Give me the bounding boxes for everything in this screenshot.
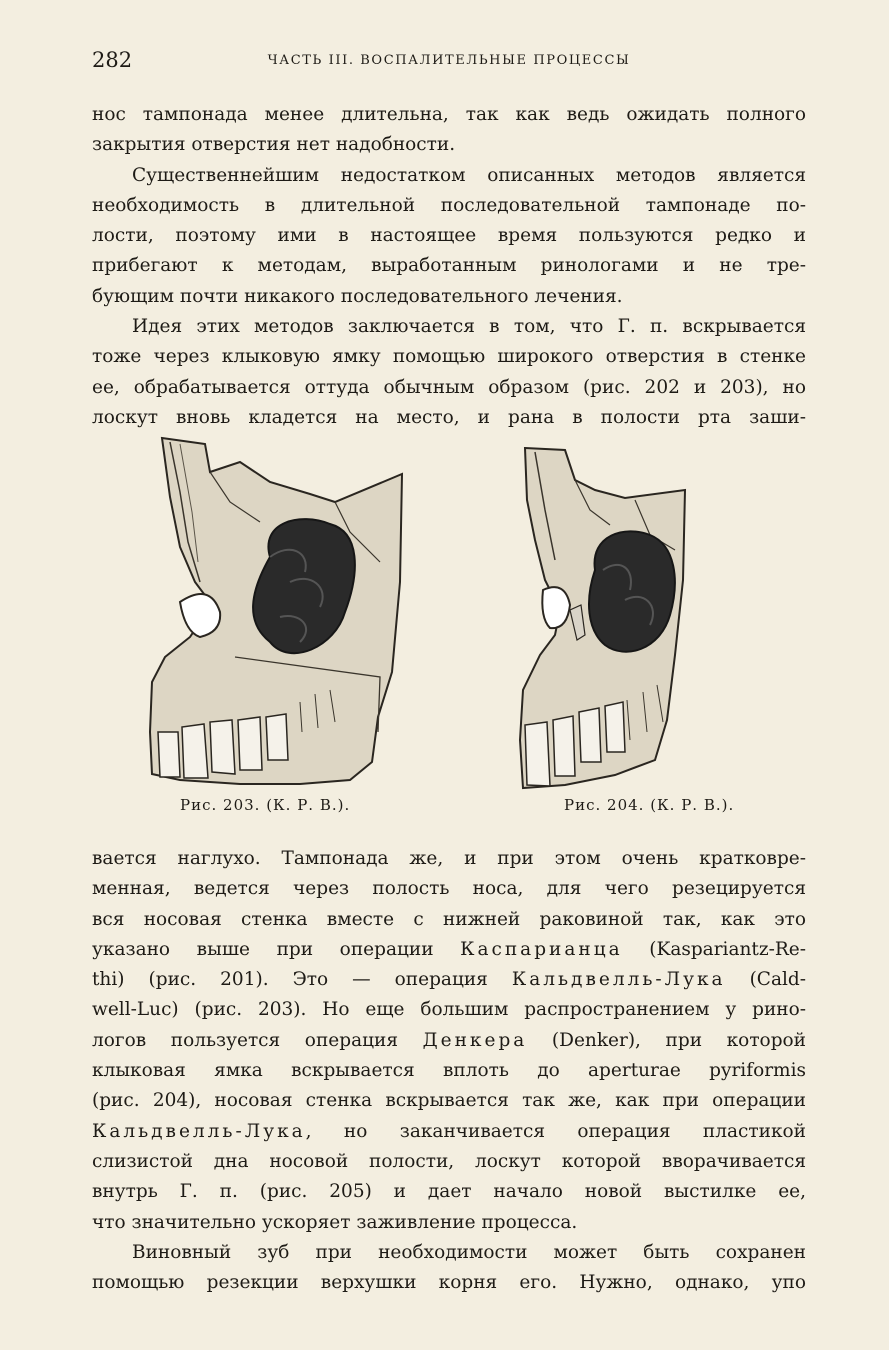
text-line: вается наглухо. Тампонада же, и при этом очень кратковре-: [92, 848, 806, 869]
text-run: указано выше при операции: [92, 938, 461, 960]
text-line: закрытия отверстия нет надобности.: [92, 134, 456, 156]
text-line: [92, 1026, 806, 1056]
text-line: [92, 1117, 806, 1147]
text-line: (рис. 204), носовая стенка вскрывается так же, как при операции: [92, 1090, 806, 1112]
text-run: (Kaspariantz-Re-: [622, 938, 806, 960]
running-title: ЧАСТЬ III. ВОСПАЛИТЕЛЬНЫЕ ПРОЦЕССЫ: [267, 53, 631, 68]
text-line: Виновный зуб при необходимости может быть сохранен: [132, 1241, 806, 1263]
text-line: что значительно ускоряет заживление процесса.: [92, 1211, 578, 1233]
text-line: внутрь Г. п. (рис. 205) и дает начало новой выстилке ее,: [92, 1181, 806, 1203]
text-line: well-Luc) (рис. 203). Но еще большим распространением у рино-: [92, 999, 806, 1021]
text-line: бующим почти никакого последовательного лечения.: [92, 285, 623, 307]
figure-204-caption: Рис. 204. (К. Р. В.).: [564, 796, 735, 814]
text-line: Идея этих методов заключается в том, что Г. п. вскрывается: [132, 316, 806, 338]
text-line: [92, 935, 806, 965]
text-line: необходимость в длительной последовательной тампонаде по-: [92, 194, 806, 216]
text-run: (Denker), при которой: [527, 1029, 806, 1051]
author-name-kaspariants: Каспарианца: [460, 938, 623, 960]
skull-drawing-204: [515, 440, 690, 792]
author-name-caldwell-luc: Кальдвелль-Лука: [511, 969, 726, 991]
text-line: Существеннейшим недостатком описанных методов является: [132, 164, 806, 186]
text-run: , но заканчивается операция пластикой: [305, 1120, 806, 1142]
text-run: логов пользуется операция: [92, 1029, 423, 1051]
text-run: thi) (рис. 201). Это — операция: [92, 969, 512, 991]
text-line: лости, поэтому ими в настоящее время пользуются редко и: [92, 225, 806, 247]
text-line: слизистой дна носовой полости, лоскут которой вворачивается: [92, 1150, 806, 1172]
text-line: [92, 965, 806, 995]
figure-203-skull-illustration: [140, 432, 410, 792]
figure-203-caption: Рис. 203. (К. Р. В.).: [180, 796, 351, 814]
author-name-denker: Денкера: [422, 1029, 528, 1051]
page-number: 282: [92, 48, 133, 72]
text-line: лоскут вновь кладется на место, и рана в полости рта заши-: [92, 406, 806, 428]
text-line: нос тампонада менее длительна, так как ведь ожидать полного: [92, 104, 806, 125]
text-line: вся носовая стенка вместе с нижней раковиной так, как это: [92, 908, 806, 930]
text-line: менная, ведется через полость носа, для чего резецируется: [92, 878, 806, 900]
text-line: ее, обрабатывается оттуда обычным образом (рис. 202 и 203), но: [92, 376, 806, 398]
top-text: [92, 100, 806, 433]
text-run: (Cald-: [725, 969, 806, 991]
text-line: прибегают к методам, выработанным ринологами и не тре-: [92, 255, 806, 277]
page-header: [92, 48, 806, 78]
text-line: клыковая ямка вскрывается вплоть до aperturae pyriformis: [92, 1060, 806, 1082]
skull-drawing-203: [140, 432, 410, 792]
text-line: помощью резекции верхушки корня его. Нужно, однако, упо: [92, 1272, 806, 1294]
text-line: тоже через клыковую ямку помощью широкого отверстия в стенке: [92, 346, 806, 368]
author-name-caldwell-luc: Кальдвелль-Лука: [92, 1120, 306, 1142]
bottom-text: [92, 844, 806, 1298]
figure-204-skull-illustration: [515, 440, 690, 792]
